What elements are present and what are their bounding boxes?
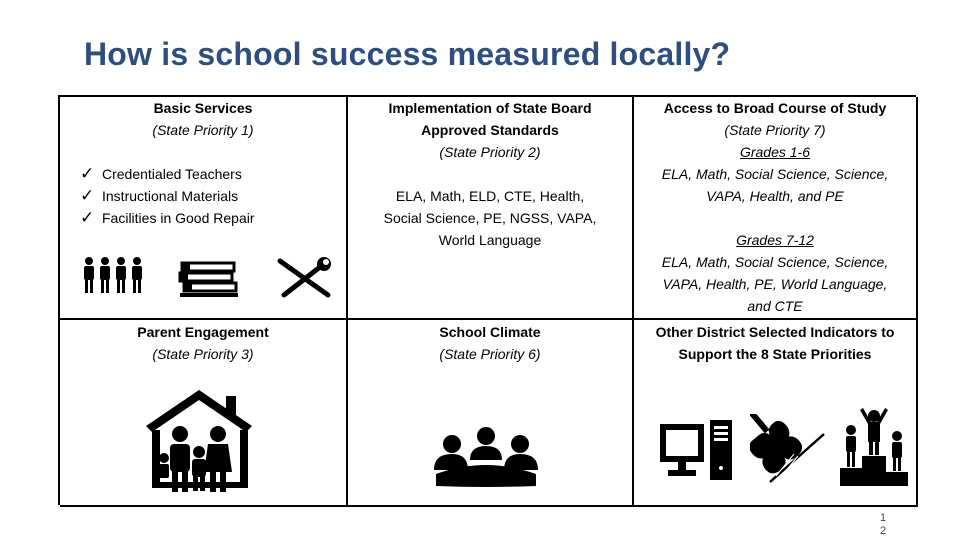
cell-school-climate	[348, 320, 634, 507]
priorities-grid	[58, 95, 916, 505]
cell-heading: Other District Selected Indicators to	[655, 324, 895, 340]
computer-icon	[658, 416, 734, 482]
podium-icon	[838, 408, 912, 488]
cell-basic-services	[60, 97, 348, 320]
family-home-icon	[136, 386, 262, 496]
page-number: 1 2	[879, 512, 887, 537]
grades-heading: Grades 7-12	[736, 232, 814, 248]
cell-heading: School Climate	[439, 324, 541, 340]
cell-heading: Parent Engagement	[137, 324, 269, 340]
cell-priority: (State Priority 6)	[439, 346, 541, 362]
cell-heading: Implementation of State Board	[388, 100, 592, 116]
list-item: ✓ Instructional Materials	[80, 186, 239, 206]
cell-other-indicators	[634, 320, 918, 507]
tools-icon	[274, 257, 336, 299]
teachers-icon	[80, 255, 146, 295]
check-icon: ✓	[80, 186, 95, 206]
check-icon: ✓	[80, 208, 95, 228]
cell-heading: Basic Services	[153, 100, 253, 116]
cell-priority: (State Priority 1)	[152, 122, 254, 138]
subjects-line: ELA, Math, ELD, CTE, Health,	[395, 188, 585, 204]
violin-icon	[750, 414, 832, 488]
subjects-line: VAPA, Health, and PE	[706, 188, 844, 204]
cell-implementation-standards	[348, 97, 634, 320]
cell-priority: (State Priority 3)	[152, 346, 254, 362]
subjects-line: ELA, Math, Social Science, Science,	[661, 166, 889, 182]
subjects-line: Social Science, PE, NGSS, VAPA,	[383, 210, 597, 226]
page-title: How is school success measured locally?	[84, 36, 731, 72]
subjects-line: and CTE	[747, 298, 803, 314]
checklist	[80, 163, 255, 229]
cell-parent-engagement	[60, 320, 348, 507]
cell-heading: Access to Broad Course of Study	[663, 100, 887, 116]
cell-broad-course	[634, 97, 918, 320]
subjects-line: ELA, Math, Social Science, Science,	[661, 254, 889, 270]
list-item: ✓ Credentialed Teachers	[80, 164, 242, 184]
list-item: ✓ Facilities in Good Repair	[80, 208, 255, 228]
check-icon: ✓	[80, 164, 95, 184]
subjects-line: VAPA, Health, PE, World Language,	[662, 276, 888, 292]
subjects-line: World Language	[438, 232, 542, 248]
cell-heading: Support the 8 State Priorities	[678, 346, 872, 362]
meeting-table-icon	[430, 426, 542, 492]
cell-priority: (State Priority 7)	[724, 122, 826, 138]
cell-heading: Approved Standards	[421, 122, 559, 138]
cell-priority: (State Priority 2)	[439, 144, 541, 160]
books-icon	[176, 257, 242, 299]
grades-heading: Grades 1-6	[739, 144, 811, 160]
